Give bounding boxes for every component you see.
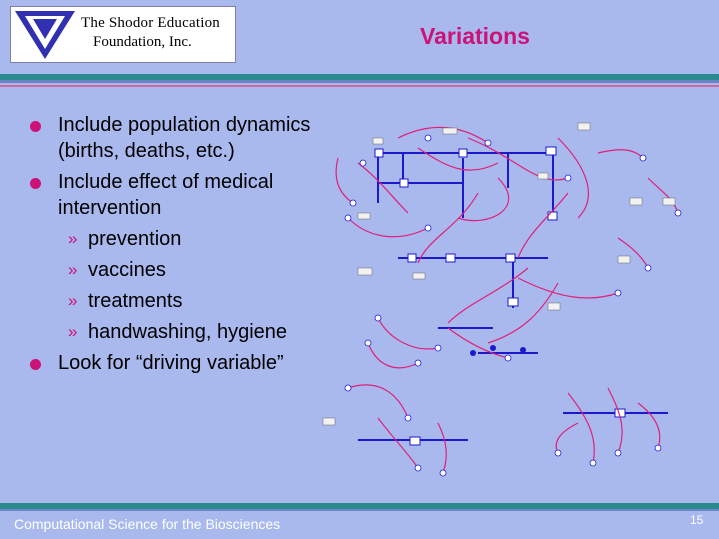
header-rule-thin <box>0 80 719 83</box>
bullet-text: Include population dynamics (births, deaths, etc.) <box>58 114 311 162</box>
bullet-text: Look for “driving variable” <box>58 352 284 374</box>
chevron-icon: » <box>68 322 78 341</box>
page-number: 15 <box>690 513 704 527</box>
sub-bullet-text: vaccines <box>88 259 166 281</box>
shodor-logo <box>10 6 236 63</box>
sub-bullet-item <box>30 226 330 252</box>
bullet-text: Include effect of medical intervention <box>58 171 274 219</box>
bullet-item <box>30 169 330 221</box>
footer-course-title: Computational Science for the Biosciences <box>14 516 281 532</box>
sub-bullet-text: handwashing, hygiene <box>88 321 288 343</box>
sub-bullet-item <box>30 288 330 314</box>
sub-bullet-text: prevention <box>88 228 182 250</box>
sub-bullet-item <box>30 319 330 345</box>
footer-rule-thin <box>0 509 719 511</box>
sub-bullet-item <box>30 257 330 283</box>
logo-line-1: The Shodor Education <box>81 15 220 31</box>
stella-model-diagram <box>318 118 698 483</box>
logo-line-2: Foundation, Inc. <box>93 34 192 50</box>
slide-title: Variations <box>420 23 530 49</box>
chevron-icon: » <box>68 229 78 248</box>
bullet-item <box>30 350 330 376</box>
bullet-dot-icon <box>30 359 41 370</box>
bullet-list <box>30 112 330 381</box>
chevron-icon: » <box>68 291 78 310</box>
chevron-icon: » <box>68 260 78 279</box>
bullet-item <box>30 112 330 164</box>
header-rule-pink <box>0 85 719 87</box>
shodor-triangle-icon <box>13 9 77 61</box>
sub-bullet-text: treatments <box>88 290 183 312</box>
bullet-dot-icon <box>30 121 41 132</box>
bullet-dot-icon <box>30 178 41 189</box>
